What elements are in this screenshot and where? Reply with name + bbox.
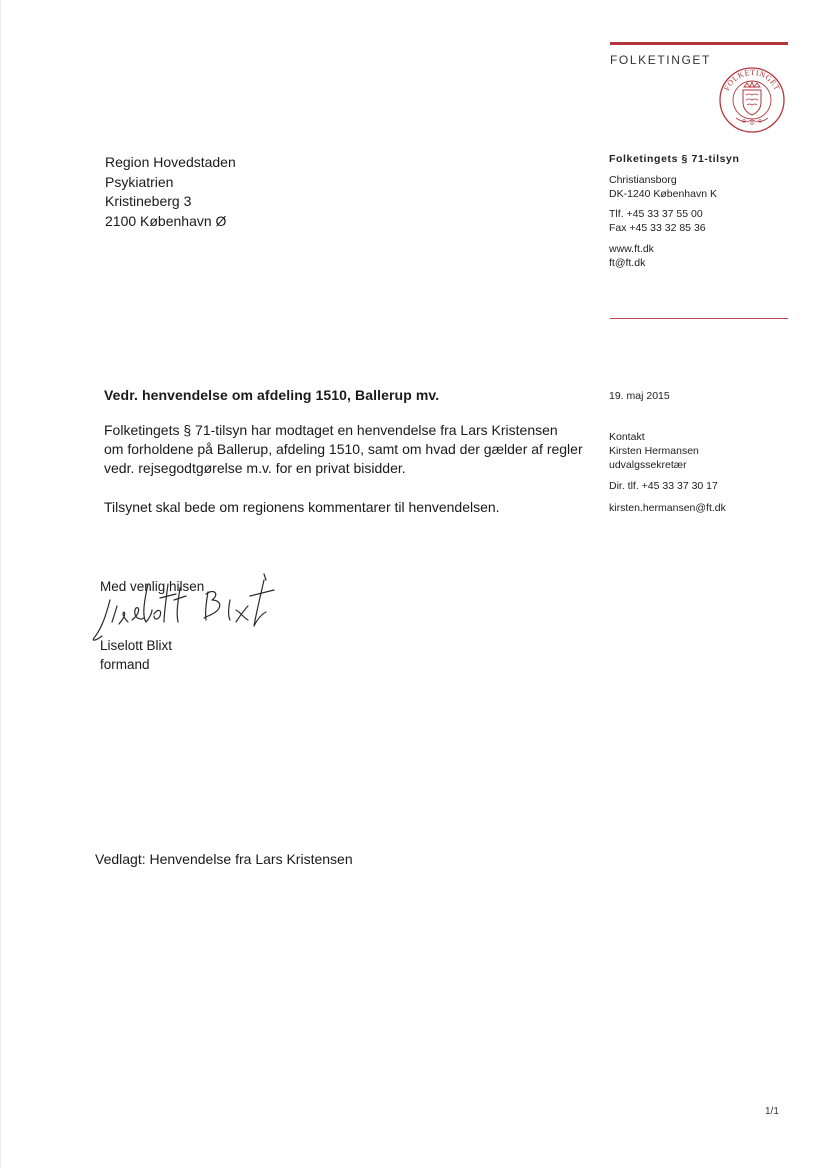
sender-address-line: Christiansborg	[609, 174, 677, 186]
svg-text:FOLKETINGET: FOLKETINGET	[722, 67, 782, 93]
sender-divider	[610, 318, 788, 319]
recipient-line: Region Hovedstaden	[105, 154, 236, 170]
paragraph-line: Tilsynet skal bede om regionens kommentarer til henvendelsen.	[104, 499, 500, 515]
recipient-line: 2100 København Ø	[105, 212, 227, 229]
header-rule	[610, 42, 788, 45]
signer-name: Liselott Blixt	[100, 638, 173, 653]
page-number: 1/1	[765, 1106, 779, 1117]
sender-phone: Tlf. +45 33 37 55 00	[609, 208, 703, 220]
letter-subject: Vedr. henvendelse om afdeling 1510, Ballerup mv.	[104, 387, 440, 403]
greeting: Med venlig hilsen	[100, 579, 205, 594]
attachment-note: Vedlagt: Henvendelse fra Lars Kristensen	[95, 851, 353, 867]
paragraph-line: Folketingets § 71-tilsyn har modtaget en henvendelse fra Lars Kristensen	[104, 422, 558, 438]
letter-paragraph	[104, 421, 594, 478]
sender-fax: Fax +45 33 32 85 36	[609, 222, 706, 234]
contact-name: Kirsten Hermansen	[609, 445, 699, 457]
folketinget-seal-icon	[718, 66, 786, 134]
paragraph-line: om forholdene på Ballerup, afdeling 1510, samt om hvad der gælder af regler	[104, 441, 583, 457]
sender-unit: Folketingets § 71-tilsyn	[609, 153, 740, 165]
signer-title: formand	[100, 657, 150, 672]
contact-label: Kontakt	[609, 431, 645, 443]
letter-date: 19. maj 2015	[609, 390, 670, 402]
sender-email-link[interactable]: ft@ft.dk	[609, 257, 646, 269]
recipient-address	[105, 153, 236, 231]
scan-edge	[0, 0, 1, 1168]
contact-direct-phone: Dir. tlf. +45 33 37 30 17	[609, 480, 718, 492]
sender-address-line: DK-1240 København K	[609, 188, 717, 200]
recipient-line: Psykiatrien	[105, 173, 174, 190]
letter-paragraph	[104, 498, 594, 517]
contact-role: udvalgssekretær	[609, 459, 687, 471]
contact-email-link[interactable]: kirsten.hermansen@ft.dk	[609, 502, 726, 514]
brand-name: FOLKETINGET	[610, 53, 711, 67]
recipient-line: Kristineberg 3	[105, 193, 192, 209]
sender-web-link[interactable]: www.ft.dk	[609, 243, 654, 255]
paragraph-line: vedr. rejsegodtgørelse m.v. for en privat bisidder.	[104, 460, 406, 476]
